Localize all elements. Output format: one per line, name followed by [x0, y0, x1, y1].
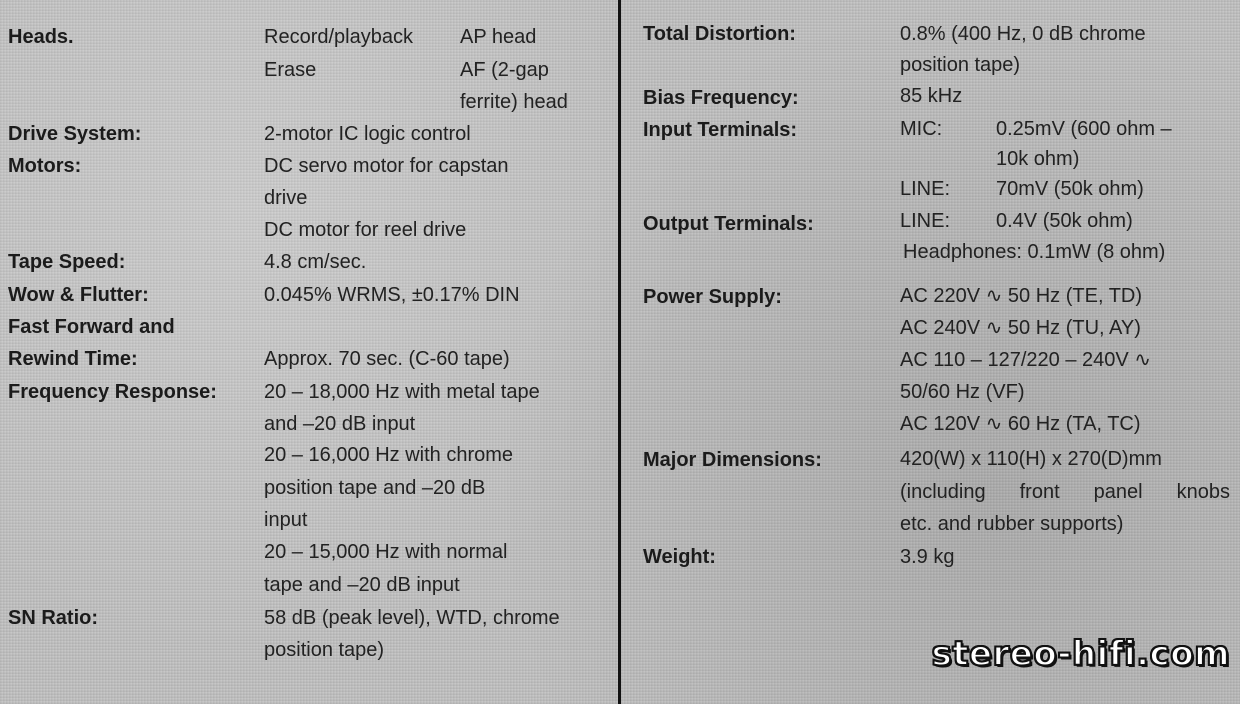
heads-label: Heads. [8, 26, 74, 48]
frequency-response-value-4: position tape and –20 dB [264, 477, 486, 499]
heads-rp-sublabel: Record/playback [264, 26, 413, 48]
output-line-value: 0.4V (50k ohm) [996, 210, 1133, 232]
frequency-response-value-7: tape and –20 dB input [264, 574, 460, 596]
power-supply-value-2: AC 240V ∿ 50 Hz (TU, AY) [900, 317, 1141, 339]
tape-speed-value: 4.8 cm/sec. [264, 251, 367, 273]
frequency-response-label: Frequency Response: [8, 381, 217, 403]
input-terminals-label: Input Terminals: [643, 119, 798, 141]
ff-rewind-value: Approx. 70 sec. (C-60 tape) [264, 348, 510, 370]
major-dimensions-label: Major Dimensions: [643, 449, 822, 471]
power-supply-label: Power Supply: [643, 286, 782, 308]
motors-value-3: DC motor for reel drive [264, 219, 467, 241]
total-distortion-value-1: 0.8% (400 Hz, 0 dB chrome [900, 23, 1146, 45]
major-dimensions-value-2: (including front panel knobs [900, 481, 1230, 503]
power-supply-value-5: AC 120V ∿ 60 Hz (TA, TC) [900, 413, 1141, 435]
ff-rewind-label-2: Rewind Time: [8, 348, 138, 370]
heads-erase-value-2: ferrite) head [460, 91, 568, 113]
wow-flutter-label: Wow & Flutter: [8, 284, 149, 306]
frequency-response-value-6: 20 – 15,000 Hz with normal [264, 541, 508, 563]
ff-rewind-label-1: Fast Forward and [8, 316, 175, 338]
tape-speed-label: Tape Speed: [8, 251, 126, 273]
bias-frequency-value: 85 kHz [900, 85, 963, 107]
power-supply-value-4: 50/60 Hz (VF) [900, 381, 1025, 403]
sn-ratio-label: SN Ratio: [8, 607, 98, 629]
motors-label: Motors: [8, 155, 82, 177]
input-mic-sublabel: MIC: [900, 118, 943, 140]
output-headphones-value: Headphones: 0.1mW (8 ohm) [903, 241, 1166, 263]
drive-system-label: Drive System: [8, 123, 142, 145]
output-line-sublabel: LINE: [900, 210, 951, 232]
input-line-sublabel: LINE: [900, 178, 951, 200]
site-watermark: stereo-hifi.com [931, 634, 1230, 674]
drive-system-value: 2-motor IC logic control [264, 123, 471, 145]
total-distortion-value-2: position tape) [900, 54, 1021, 76]
frequency-response-value-1: 20 – 18,000 Hz with metal tape [264, 381, 540, 403]
input-line-value: 70mV (50k ohm) [996, 178, 1144, 200]
heads-erase-value-1: AF (2-gap [460, 59, 549, 81]
major-dimensions-value-3: etc. and rubber supports) [900, 513, 1124, 535]
output-terminals-label: Output Terminals: [643, 213, 814, 235]
motors-value-1: DC servo motor for capstan [264, 155, 509, 177]
total-distortion-label: Total Distortion: [643, 23, 796, 45]
bias-frequency-label: Bias Frequency: [643, 87, 799, 109]
power-supply-value-1: AC 220V ∿ 50 Hz (TE, TD) [900, 285, 1143, 307]
major-dimensions-value-1: 420(W) x 110(H) x 270(D)mm [900, 448, 1162, 470]
sn-ratio-value-1: 58 dB (peak level), WTD, chrome [264, 607, 560, 629]
input-mic-value-2: 10k ohm) [996, 148, 1080, 170]
column-divider [618, 0, 621, 704]
heads-rp-value: AP head [460, 26, 537, 48]
frequency-response-value-3: 20 – 16,000 Hz with chrome [264, 444, 514, 466]
frequency-response-value-5: input [264, 509, 308, 531]
sn-ratio-value-2: position tape) [264, 639, 385, 661]
motors-value-2: drive [264, 187, 308, 209]
frequency-response-value-2: and –20 dB input [264, 413, 416, 435]
weight-label: Weight: [643, 546, 716, 568]
input-mic-value-1: 0.25mV (600 ohm – [996, 118, 1172, 140]
power-supply-value-3: AC 110 – 127/220 – 240V ∿ [900, 349, 1152, 371]
heads-erase-sublabel: Erase [264, 59, 317, 81]
weight-value: 3.9 kg [900, 546, 955, 568]
wow-flutter-value: 0.045% WRMS, ±0.17% DIN [264, 284, 520, 306]
